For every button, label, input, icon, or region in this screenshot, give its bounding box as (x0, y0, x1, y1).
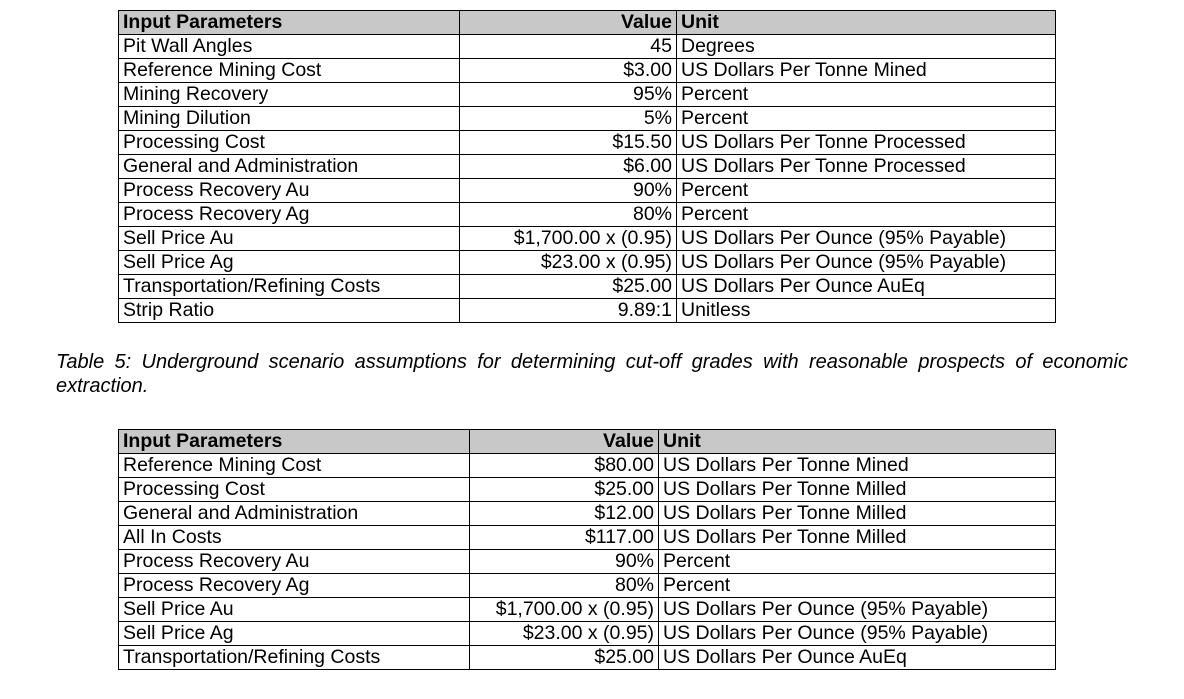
value-cell: $1,700.00 x (0.95) (470, 598, 659, 622)
unit-cell: US Dollars Per Tonne Milled (659, 526, 1056, 550)
unit-cell: Percent (677, 179, 1056, 203)
parameter-cell: All In Costs (119, 526, 470, 550)
value-cell: $23.00 x (0.95) (460, 251, 677, 275)
parameter-cell: Processing Cost (119, 478, 470, 502)
unit-cell: Percent (677, 83, 1056, 107)
value-cell: $1,700.00 x (0.95) (460, 227, 677, 251)
table-body (119, 35, 1056, 323)
table-row (119, 131, 1056, 155)
parameter-cell: Process Recovery Au (119, 179, 460, 203)
value-cell: 45 (460, 35, 677, 59)
unit-cell: US Dollars Per Ounce (95% Payable) (677, 251, 1056, 275)
value-cell: 9.89:1 (460, 299, 677, 323)
value-cell: $12.00 (470, 502, 659, 526)
table-row (119, 598, 1056, 622)
unit-cell: Percent (677, 107, 1056, 131)
parameter-cell: Transportation/Refining Costs (119, 646, 470, 670)
table-row (119, 502, 1056, 526)
unit-cell: Percent (659, 574, 1056, 598)
header-value: Value (460, 11, 677, 35)
value-cell: $15.50 (460, 131, 677, 155)
table-row (119, 59, 1056, 83)
table-body (119, 454, 1056, 670)
value-cell: 80% (460, 203, 677, 227)
unit-cell: Percent (659, 550, 1056, 574)
unit-cell: Degrees (677, 35, 1056, 59)
open-pit-parameters-table (118, 10, 1056, 323)
unit-cell: US Dollars Per Tonne Processed (677, 155, 1056, 179)
parameter-cell: Pit Wall Angles (119, 35, 460, 59)
unit-cell: US Dollars Per Ounce (95% Payable) (677, 227, 1056, 251)
header-unit: Unit (677, 11, 1056, 35)
unit-cell: US Dollars Per Ounce AuEq (659, 646, 1056, 670)
value-cell: $6.00 (460, 155, 677, 179)
table-row (119, 646, 1056, 670)
table-row (119, 526, 1056, 550)
unit-cell: US Dollars Per Tonne Milled (659, 502, 1056, 526)
table-row (119, 227, 1056, 251)
table-row (119, 179, 1056, 203)
value-cell: 90% (470, 550, 659, 574)
value-cell: 5% (460, 107, 677, 131)
table-row (119, 107, 1056, 131)
unit-cell: US Dollars Per Ounce (95% Payable) (659, 622, 1056, 646)
parameter-cell: Strip Ratio (119, 299, 460, 323)
unit-cell: US Dollars Per Ounce AuEq (677, 275, 1056, 299)
parameter-cell: Sell Price Au (119, 227, 460, 251)
unit-cell: US Dollars Per Tonne Mined (659, 454, 1056, 478)
header-unit: Unit (659, 430, 1056, 454)
parameter-cell: Sell Price Au (119, 598, 470, 622)
unit-cell: US Dollars Per Tonne Mined (677, 59, 1056, 83)
value-cell: $80.00 (470, 454, 659, 478)
table-row (119, 622, 1056, 646)
value-cell: 80% (470, 574, 659, 598)
table-row (119, 83, 1056, 107)
value-cell: $25.00 (470, 478, 659, 502)
parameter-cell: Mining Recovery (119, 83, 460, 107)
table-header-row (119, 11, 1056, 35)
table-row (119, 35, 1056, 59)
table-row (119, 275, 1056, 299)
parameter-cell: General and Administration (119, 502, 470, 526)
parameter-cell: General and Administration (119, 155, 460, 179)
unit-cell: Unitless (677, 299, 1056, 323)
unit-cell: Percent (677, 203, 1056, 227)
unit-cell: US Dollars Per Ounce (95% Payable) (659, 598, 1056, 622)
header-value: Value (470, 430, 659, 454)
table-row (119, 550, 1056, 574)
value-cell: 95% (460, 83, 677, 107)
header-input-parameters: Input Parameters (119, 11, 460, 35)
parameter-cell: Transportation/Refining Costs (119, 275, 460, 299)
parameter-cell: Sell Price Ag (119, 251, 460, 275)
table-row (119, 478, 1056, 502)
parameter-cell: Sell Price Ag (119, 622, 470, 646)
parameter-cell: Reference Mining Cost (119, 454, 470, 478)
table-row (119, 454, 1056, 478)
table-caption: Table 5: Underground scenario assumptions for determining cut-off grades with reasonable prospects of economic extraction. (56, 351, 1128, 397)
parameter-cell: Reference Mining Cost (119, 59, 460, 83)
table-row (119, 299, 1056, 323)
table-row (119, 203, 1056, 227)
value-cell: $25.00 (470, 646, 659, 670)
unit-cell: US Dollars Per Tonne Milled (659, 478, 1056, 502)
parameter-cell: Process Recovery Ag (119, 203, 460, 227)
unit-cell: US Dollars Per Tonne Processed (677, 131, 1056, 155)
table-row (119, 574, 1056, 598)
value-cell: $23.00 x (0.95) (470, 622, 659, 646)
parameter-cell: Mining Dilution (119, 107, 460, 131)
parameter-cell: Processing Cost (119, 131, 460, 155)
underground-parameters-table (118, 429, 1056, 670)
parameter-cell: Process Recovery Ag (119, 574, 470, 598)
table-header-row (119, 430, 1056, 454)
table-row (119, 155, 1056, 179)
value-cell: 90% (460, 179, 677, 203)
parameter-cell: Process Recovery Au (119, 550, 470, 574)
value-cell: $25.00 (460, 275, 677, 299)
value-cell: $3.00 (460, 59, 677, 83)
table-row (119, 251, 1056, 275)
value-cell: $117.00 (470, 526, 659, 550)
header-input-parameters: Input Parameters (119, 430, 470, 454)
